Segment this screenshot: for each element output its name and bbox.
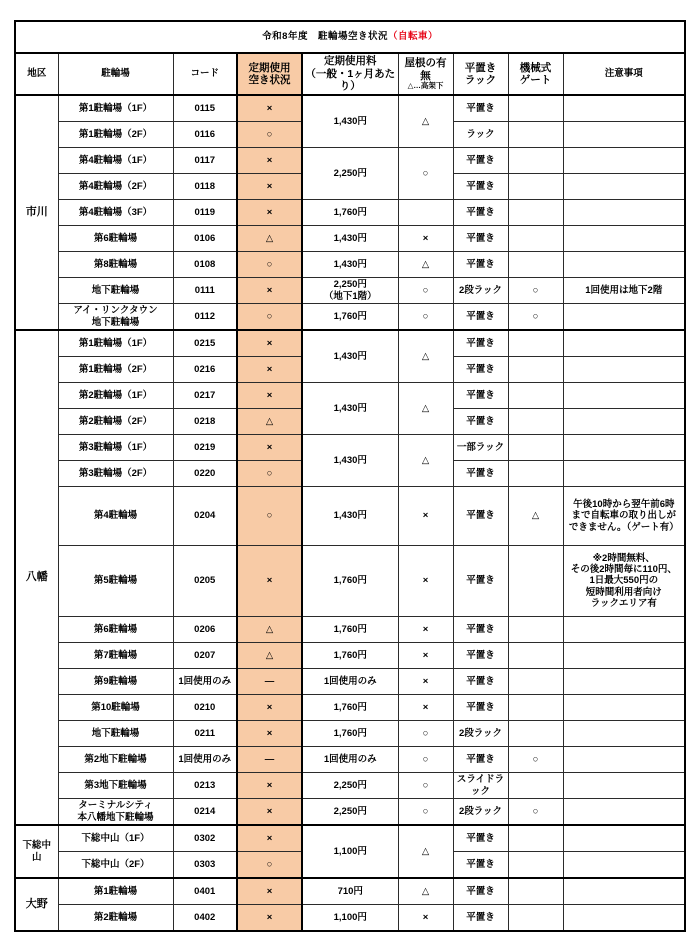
code-cell: 0106	[173, 226, 237, 252]
table-row	[15, 825, 685, 852]
rack-cell: 平置き	[453, 226, 508, 252]
status-cell: ×	[237, 174, 302, 200]
code-cell: 0207	[173, 643, 237, 669]
note-cell	[563, 330, 685, 357]
lot-name-cell: 第10駐輪場	[58, 695, 173, 721]
status-cell: ×	[237, 546, 302, 617]
gate-cell	[508, 435, 563, 461]
code-cell: 0116	[173, 122, 237, 148]
code-cell: 0303	[173, 852, 237, 879]
fee-cell: 1,430円	[302, 252, 398, 278]
table-row	[15, 330, 685, 357]
status-cell: ○	[237, 461, 302, 487]
rack-cell: 平置き	[453, 695, 508, 721]
roof-cell: ○	[398, 799, 453, 826]
note-cell	[563, 357, 685, 383]
table-row	[15, 487, 685, 546]
table-row	[15, 252, 685, 278]
fee-cell: 1,760円	[302, 546, 398, 617]
status-cell: ○	[237, 487, 302, 546]
table-row	[15, 383, 685, 409]
status-cell: ○	[237, 304, 302, 331]
table-row	[15, 435, 685, 461]
note-cell	[563, 148, 685, 174]
rack-cell: 平置き	[453, 330, 508, 357]
fee-cell: 1,430円	[302, 95, 398, 148]
rack-cell: 平置き	[453, 643, 508, 669]
col-header-rack-line1: 平置き	[464, 61, 497, 74]
rack-cell: 平置き	[453, 747, 508, 773]
rack-cell: 平置き	[453, 825, 508, 852]
code-cell: 0220	[173, 461, 237, 487]
note-cell	[563, 617, 685, 643]
gate-cell	[508, 226, 563, 252]
rack-cell: 平置き	[453, 617, 508, 643]
code-cell: 0216	[173, 357, 237, 383]
note-cell	[563, 669, 685, 695]
col-header-status-line2: 空き状況	[248, 74, 291, 86]
status-cell: ×	[237, 95, 302, 122]
rack-cell: 2段ラック	[453, 278, 508, 304]
table-body	[15, 95, 685, 931]
status-cell: ○	[237, 852, 302, 879]
status-cell: ×	[237, 799, 302, 826]
gate-cell	[508, 95, 563, 122]
rack-cell: 平置き	[453, 852, 508, 879]
roof-cell: ×	[398, 226, 453, 252]
status-cell: ○	[237, 122, 302, 148]
lot-name-cell: 第4駐輪場	[58, 487, 173, 546]
page-title	[15, 21, 685, 53]
code-cell: 0401	[173, 878, 237, 905]
roof-cell: ○	[398, 304, 453, 331]
rack-cell: 平置き	[453, 461, 508, 487]
code-cell: 0108	[173, 252, 237, 278]
lot-name-cell: 第3駐輪場（1F）	[58, 435, 173, 461]
lot-name-cell: 第2駐輪場（2F）	[58, 409, 173, 435]
note-cell	[563, 747, 685, 773]
lot-name-cell: 第2地下駐輪場	[58, 747, 173, 773]
gate-cell: △	[508, 487, 563, 546]
col-header-code: コード	[173, 53, 237, 95]
code-cell: 1回使用のみ	[173, 669, 237, 695]
gate-cell	[508, 546, 563, 617]
roof-cell	[398, 200, 453, 226]
area-cell-2: 下総中山	[15, 825, 58, 878]
lot-name-cell: 第7駐輪場	[58, 643, 173, 669]
note-cell	[563, 721, 685, 747]
note-cell	[563, 383, 685, 409]
code-cell: 0218	[173, 409, 237, 435]
note-cell	[563, 695, 685, 721]
lot-name-cell: 第5駐輪場	[58, 546, 173, 617]
status-cell: ×	[237, 878, 302, 905]
lot-name-cell: 第3地下駐輪場	[58, 773, 173, 799]
code-cell: 0204	[173, 487, 237, 546]
lot-name-cell: 第4駐輪場（2F）	[58, 174, 173, 200]
table-row	[15, 278, 685, 304]
lot-name-cell: 第2駐輪場	[58, 905, 173, 932]
status-cell: ×	[237, 200, 302, 226]
note-cell	[563, 226, 685, 252]
table-row	[15, 773, 685, 799]
status-cell: ―	[237, 669, 302, 695]
status-cell: △	[237, 617, 302, 643]
col-header-fee	[302, 53, 398, 95]
lot-name-cell: アイ・リンクタウン 地下駐輪場	[58, 304, 173, 331]
lot-name-cell: 第8駐輪場	[58, 252, 173, 278]
fee-cell: 710円	[302, 878, 398, 905]
col-header-gate-line2: ゲート	[519, 74, 552, 86]
col-header-gate-line1: 機械式	[519, 61, 552, 74]
roof-cell: ○	[398, 747, 453, 773]
fee-cell: 2,250円	[302, 773, 398, 799]
status-cell: △	[237, 643, 302, 669]
note-cell	[563, 461, 685, 487]
roof-cell: △	[398, 825, 453, 878]
code-cell: 0210	[173, 695, 237, 721]
code-cell: 0205	[173, 546, 237, 617]
col-header-roof	[398, 53, 453, 95]
status-cell: ×	[237, 148, 302, 174]
status-cell: ○	[237, 252, 302, 278]
rack-cell: 平置き	[453, 304, 508, 331]
table-row	[15, 95, 685, 122]
note-cell: 1回使用は地下2階	[563, 278, 685, 304]
note-cell: 午後10時から翌午前6時 まで自転車の取り出しが できません。（ゲート有）	[563, 487, 685, 546]
code-cell: 0118	[173, 174, 237, 200]
col-header-status	[237, 53, 302, 95]
fee-cell: 1回使用のみ	[302, 747, 398, 773]
fee-cell: 1,430円	[302, 487, 398, 546]
rack-cell: 平置き	[453, 878, 508, 905]
fee-cell: 1,760円	[302, 617, 398, 643]
code-cell: 0213	[173, 773, 237, 799]
note-cell	[563, 825, 685, 852]
lot-name-cell: 第4駐輪場（3F）	[58, 200, 173, 226]
lot-name-cell: 下総中山（1F）	[58, 825, 173, 852]
code-cell: 0215	[173, 330, 237, 357]
col-header-rack	[453, 53, 508, 95]
roof-cell: ○	[398, 721, 453, 747]
lot-name-cell: 第9駐輪場	[58, 669, 173, 695]
gate-cell	[508, 721, 563, 747]
rack-cell: 一部ラック	[453, 435, 508, 461]
fee-cell: 1,430円	[302, 226, 398, 252]
rack-cell: 平置き	[453, 200, 508, 226]
note-cell	[563, 799, 685, 826]
table-row	[15, 669, 685, 695]
note-cell	[563, 95, 685, 122]
roof-cell: △	[398, 383, 453, 435]
fee-cell: 2,250円 （地下1階）	[302, 278, 398, 304]
roof-cell: △	[398, 435, 453, 487]
table-row	[15, 226, 685, 252]
status-cell: △	[237, 226, 302, 252]
code-cell: 1回使用のみ	[173, 747, 237, 773]
lot-name-cell: ターミナルシティ 本八幡地下駐輪場	[58, 799, 173, 826]
gate-cell	[508, 174, 563, 200]
status-cell: ―	[237, 747, 302, 773]
fee-cell: 1,430円	[302, 435, 398, 487]
fee-cell: 2,250円	[302, 148, 398, 200]
lot-name-cell: 第6駐輪場	[58, 226, 173, 252]
table-row	[15, 304, 685, 331]
note-cell	[563, 852, 685, 879]
col-header-fee-line2: （一般・1ヶ月あたり）	[305, 67, 396, 93]
fee-cell: 1,760円	[302, 200, 398, 226]
status-cell: ×	[237, 695, 302, 721]
rack-cell: スライドラック	[453, 773, 508, 799]
table-row	[15, 905, 685, 932]
gate-cell	[508, 252, 563, 278]
table-row	[15, 148, 685, 174]
code-cell: 0302	[173, 825, 237, 852]
gate-cell	[508, 852, 563, 879]
fee-cell: 1,100円	[302, 825, 398, 878]
status-cell: ×	[237, 721, 302, 747]
col-header-note: 注意事項	[563, 53, 685, 95]
rack-cell: 平置き	[453, 252, 508, 278]
roof-cell: ×	[398, 546, 453, 617]
fee-cell: 1,760円	[302, 304, 398, 331]
lot-name-cell: 第1駐輪場（1F）	[58, 95, 173, 122]
table-row	[15, 747, 685, 773]
code-cell: 0112	[173, 304, 237, 331]
code-cell: 0217	[173, 383, 237, 409]
gate-cell: ○	[508, 278, 563, 304]
col-header-rack-line2: ラック	[464, 74, 497, 86]
status-cell: ×	[237, 278, 302, 304]
col-header-lot: 駐輪場	[58, 53, 173, 95]
gate-cell	[508, 878, 563, 905]
lot-name-cell: 下総中山（2F）	[58, 852, 173, 879]
rack-cell: ラック	[453, 122, 508, 148]
roof-cell: △	[398, 95, 453, 148]
rack-cell: 平置き	[453, 383, 508, 409]
fee-cell: 2,250円	[302, 799, 398, 826]
rack-cell: 平置き	[453, 95, 508, 122]
code-cell: 0119	[173, 200, 237, 226]
gate-cell	[508, 461, 563, 487]
fee-cell: 1,430円	[302, 330, 398, 383]
table-row	[15, 695, 685, 721]
rack-cell: 平置き	[453, 174, 508, 200]
note-cell	[563, 435, 685, 461]
status-cell: △	[237, 409, 302, 435]
gate-cell	[508, 617, 563, 643]
roof-cell: ○	[398, 773, 453, 799]
status-cell: ×	[237, 357, 302, 383]
parking-availability-table	[14, 20, 686, 932]
gate-cell	[508, 695, 563, 721]
fee-cell: 1回使用のみ	[302, 669, 398, 695]
rack-cell: 2段ラック	[453, 721, 508, 747]
col-header-fee-line1: 定期使用料	[324, 55, 377, 68]
lot-name-cell: 第2駐輪場（1F）	[58, 383, 173, 409]
table-row	[15, 546, 685, 617]
col-header-roof-legend: △…高架下	[407, 80, 444, 90]
gate-cell: ○	[508, 799, 563, 826]
gate-cell	[508, 825, 563, 852]
rack-cell: 平置き	[453, 546, 508, 617]
lot-name-cell: 第3駐輪場（2F）	[58, 461, 173, 487]
rack-cell: 2段ラック	[453, 799, 508, 826]
rack-cell: 平置き	[453, 357, 508, 383]
table-row	[15, 643, 685, 669]
area-cell-3: 大野	[15, 878, 58, 931]
roof-cell: ○	[398, 278, 453, 304]
area-cell-0: 市川	[15, 95, 58, 330]
roof-cell: ×	[398, 487, 453, 546]
lot-name-cell: 第1駐輪場（1F）	[58, 330, 173, 357]
lot-name-cell: 地下駐輪場	[58, 278, 173, 304]
area-cell-1: 八幡	[15, 330, 58, 825]
status-cell: ×	[237, 905, 302, 932]
table-row	[15, 200, 685, 226]
col-header-status-line1: 定期使用	[248, 61, 291, 74]
lot-name-cell: 第4駐輪場（1F）	[58, 148, 173, 174]
col-header-roof-line1: 屋根の有無	[404, 57, 447, 82]
table-row	[15, 721, 685, 747]
note-cell	[563, 643, 685, 669]
code-cell: 0402	[173, 905, 237, 932]
roof-cell: ×	[398, 695, 453, 721]
roof-cell: △	[398, 330, 453, 383]
status-cell: ×	[237, 435, 302, 461]
gate-cell	[508, 200, 563, 226]
note-cell	[563, 878, 685, 905]
gate-cell	[508, 148, 563, 174]
rack-cell: 平置き	[453, 487, 508, 546]
fee-cell: 1,760円	[302, 721, 398, 747]
page-title-main: 令和8年度 駐輪場空き状況	[262, 31, 388, 43]
lot-name-cell: 第6駐輪場	[58, 617, 173, 643]
note-cell	[563, 174, 685, 200]
gate-cell	[508, 409, 563, 435]
table-row	[15, 799, 685, 826]
gate-cell	[508, 383, 563, 409]
code-cell: 0115	[173, 95, 237, 122]
code-cell: 0111	[173, 278, 237, 304]
roof-cell: △	[398, 878, 453, 905]
status-cell: ×	[237, 330, 302, 357]
code-cell: 0219	[173, 435, 237, 461]
note-cell	[563, 200, 685, 226]
gate-cell	[508, 669, 563, 695]
rack-cell: 平置き	[453, 905, 508, 932]
column-header-row	[15, 53, 685, 95]
fee-cell: 1,100円	[302, 905, 398, 932]
status-cell: ×	[237, 825, 302, 852]
note-cell	[563, 304, 685, 331]
title-row	[15, 21, 685, 53]
fee-cell: 1,430円	[302, 383, 398, 435]
gate-cell	[508, 357, 563, 383]
gate-cell	[508, 773, 563, 799]
gate-cell: ○	[508, 304, 563, 331]
gate-cell	[508, 643, 563, 669]
note-cell	[563, 122, 685, 148]
code-cell: 0211	[173, 721, 237, 747]
gate-cell	[508, 905, 563, 932]
roof-cell: ×	[398, 669, 453, 695]
note-cell	[563, 905, 685, 932]
col-header-gate	[508, 53, 563, 95]
code-cell: 0214	[173, 799, 237, 826]
gate-cell: ○	[508, 747, 563, 773]
col-header-area: 地区	[15, 53, 58, 95]
rack-cell: 平置き	[453, 148, 508, 174]
status-cell: ×	[237, 383, 302, 409]
lot-name-cell: 第1駐輪場（2F）	[58, 357, 173, 383]
table-head	[15, 21, 685, 95]
lot-name-cell: 第1駐輪場（2F）	[58, 122, 173, 148]
lot-name-cell: 第1駐輪場	[58, 878, 173, 905]
gate-cell	[508, 330, 563, 357]
rack-cell: 平置き	[453, 409, 508, 435]
gate-cell	[508, 122, 563, 148]
page-title-highlight: （自転車）	[387, 31, 438, 43]
rack-cell: 平置き	[453, 669, 508, 695]
table-row	[15, 617, 685, 643]
roof-cell: △	[398, 252, 453, 278]
roof-cell: ×	[398, 617, 453, 643]
lot-name-cell: 地下駐輪場	[58, 721, 173, 747]
code-cell: 0117	[173, 148, 237, 174]
code-cell: 0206	[173, 617, 237, 643]
note-cell	[563, 252, 685, 278]
fee-cell: 1,760円	[302, 643, 398, 669]
roof-cell: ○	[398, 148, 453, 200]
roof-cell: ×	[398, 905, 453, 932]
note-cell	[563, 409, 685, 435]
table-row	[15, 878, 685, 905]
note-cell: ※2時間無料、 その後2時間毎に110円、 1日最大550円の 短時間利用者向け ラックエリア有	[563, 546, 685, 617]
status-cell: ×	[237, 773, 302, 799]
note-cell	[563, 773, 685, 799]
roof-cell: ×	[398, 643, 453, 669]
fee-cell: 1,760円	[302, 695, 398, 721]
